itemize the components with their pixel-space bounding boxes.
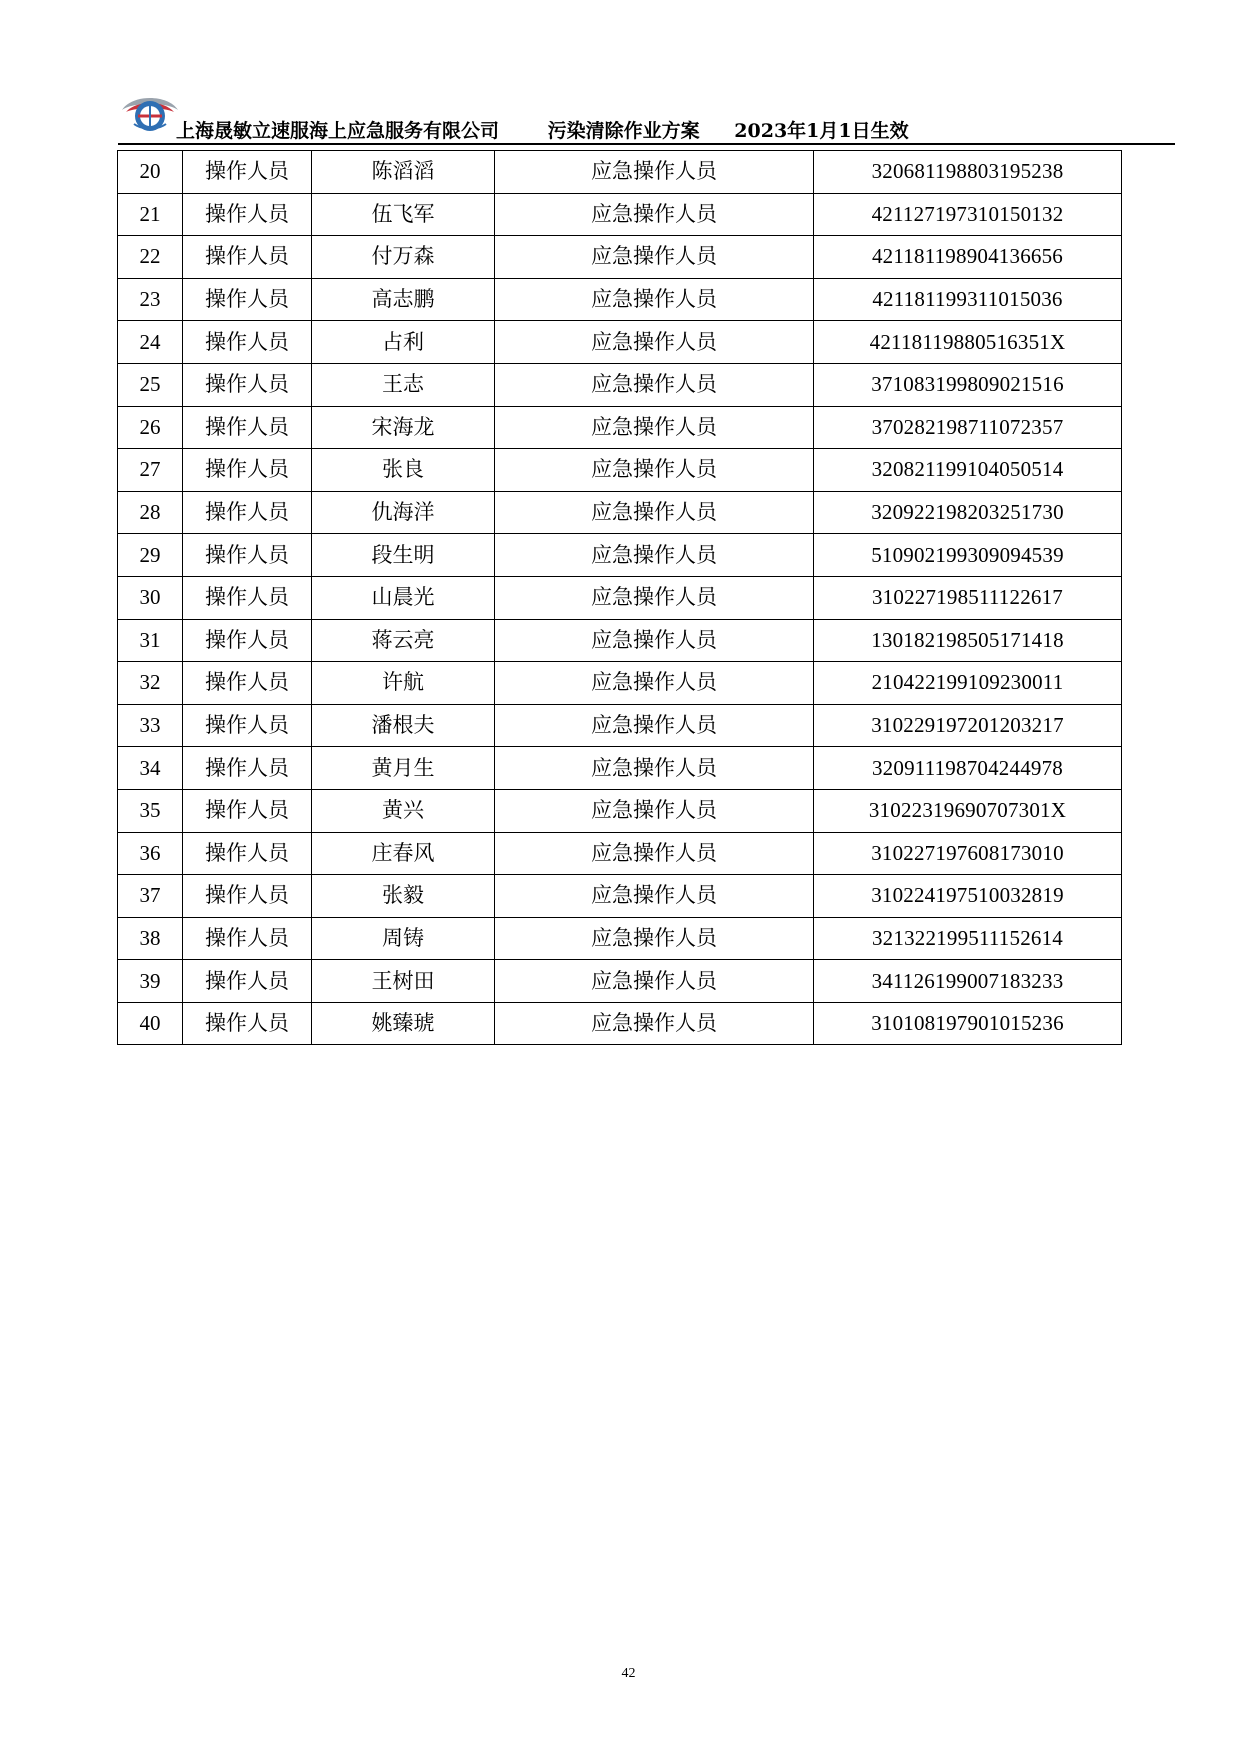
name-cell: 王树田 xyxy=(312,960,495,1003)
name-cell: 陈滔滔 xyxy=(312,151,495,194)
id-number-cell: 42118119880516351X xyxy=(814,321,1122,364)
role-cell: 操作人员 xyxy=(183,789,312,832)
table-row xyxy=(118,151,1122,194)
table-row xyxy=(118,747,1122,790)
name-cell: 段生明 xyxy=(312,534,495,577)
row-number-cell: 40 xyxy=(118,1002,183,1045)
duty-cell: 应急操作人员 xyxy=(495,789,814,832)
header-company-name: 上海晟敏立速服海上应急服务有限公司 xyxy=(176,120,500,142)
table-row xyxy=(118,236,1122,279)
table-row xyxy=(118,832,1122,875)
id-number-cell: 310224197510032819 xyxy=(814,875,1122,918)
name-cell: 张毅 xyxy=(312,875,495,918)
header-text xyxy=(176,116,909,143)
row-number-cell: 37 xyxy=(118,875,183,918)
id-number-cell: 510902199309094539 xyxy=(814,534,1122,577)
name-cell: 周铸 xyxy=(312,917,495,960)
row-number-cell: 20 xyxy=(118,151,183,194)
duty-cell: 应急操作人员 xyxy=(495,662,814,705)
duty-cell: 应急操作人员 xyxy=(495,363,814,406)
name-cell: 宋海龙 xyxy=(312,406,495,449)
duty-cell: 应急操作人员 xyxy=(495,875,814,918)
duty-cell: 应急操作人员 xyxy=(495,576,814,619)
name-cell: 蒋云亮 xyxy=(312,619,495,662)
row-number-cell: 28 xyxy=(118,491,183,534)
name-cell: 黄兴 xyxy=(312,789,495,832)
id-number-cell: 320911198704244978 xyxy=(814,747,1122,790)
role-cell: 操作人员 xyxy=(183,619,312,662)
table-row xyxy=(118,321,1122,364)
table-row xyxy=(118,576,1122,619)
role-cell: 操作人员 xyxy=(183,704,312,747)
name-cell: 高志鹏 xyxy=(312,278,495,321)
row-number-cell: 26 xyxy=(118,406,183,449)
table-row xyxy=(118,619,1122,662)
row-number-cell: 21 xyxy=(118,193,183,236)
role-cell: 操作人员 xyxy=(183,491,312,534)
id-number-cell: 421181199311015036 xyxy=(814,278,1122,321)
id-number-cell: 130182198505171418 xyxy=(814,619,1122,662)
duty-cell: 应急操作人员 xyxy=(495,491,814,534)
row-number-cell: 24 xyxy=(118,321,183,364)
row-number-cell: 38 xyxy=(118,917,183,960)
table-row xyxy=(118,449,1122,492)
role-cell: 操作人员 xyxy=(183,1002,312,1045)
row-number-cell: 27 xyxy=(118,449,183,492)
role-cell: 操作人员 xyxy=(183,534,312,577)
id-number-cell: 421127197310150132 xyxy=(814,193,1122,236)
name-cell: 庄春风 xyxy=(312,832,495,875)
duty-cell: 应急操作人员 xyxy=(495,747,814,790)
role-cell: 操作人员 xyxy=(183,662,312,705)
duty-cell: 应急操作人员 xyxy=(495,321,814,364)
role-cell: 操作人员 xyxy=(183,193,312,236)
row-number-cell: 36 xyxy=(118,832,183,875)
table-row xyxy=(118,1002,1122,1045)
duty-cell: 应急操作人员 xyxy=(495,151,814,194)
name-cell: 许航 xyxy=(312,662,495,705)
name-cell: 山晨光 xyxy=(312,576,495,619)
personnel-table-body xyxy=(118,151,1122,1045)
id-number-cell: 210422199109230011 xyxy=(814,662,1122,705)
row-number-cell: 31 xyxy=(118,619,183,662)
name-cell: 王志 xyxy=(312,363,495,406)
role-cell: 操作人员 xyxy=(183,576,312,619)
table-row xyxy=(118,789,1122,832)
row-number-cell: 34 xyxy=(118,747,183,790)
duty-cell: 应急操作人员 xyxy=(495,619,814,662)
duty-cell: 应急操作人员 xyxy=(495,449,814,492)
duty-cell: 应急操作人员 xyxy=(495,534,814,577)
table-row xyxy=(118,875,1122,918)
id-number-cell: 31022319690707301X xyxy=(814,789,1122,832)
role-cell: 操作人员 xyxy=(183,747,312,790)
duty-cell: 应急操作人员 xyxy=(495,406,814,449)
id-number-cell: 341126199007183233 xyxy=(814,960,1122,1003)
page-number: 42 xyxy=(621,1666,636,1681)
name-cell: 占利 xyxy=(312,321,495,364)
id-number-cell: 320681198803195238 xyxy=(814,151,1122,194)
role-cell: 操作人员 xyxy=(183,151,312,194)
row-number-cell: 25 xyxy=(118,363,183,406)
page-header xyxy=(118,90,1175,146)
role-cell: 操作人员 xyxy=(183,832,312,875)
header-effective-date: 2023年1月1日生效 xyxy=(734,120,909,142)
name-cell: 仇海洋 xyxy=(312,491,495,534)
row-number-cell: 32 xyxy=(118,662,183,705)
row-number-cell: 39 xyxy=(118,960,183,1003)
duty-cell: 应急操作人员 xyxy=(495,236,814,279)
id-number-cell: 421181198904136656 xyxy=(814,236,1122,279)
role-cell: 操作人员 xyxy=(183,960,312,1003)
duty-cell: 应急操作人员 xyxy=(495,1002,814,1045)
table-row xyxy=(118,278,1122,321)
personnel-table xyxy=(117,150,1122,1045)
role-cell: 操作人员 xyxy=(183,278,312,321)
duty-cell: 应急操作人员 xyxy=(495,193,814,236)
table-row xyxy=(118,704,1122,747)
header-divider xyxy=(118,143,1175,145)
table-row xyxy=(118,960,1122,1003)
row-number-cell: 22 xyxy=(118,236,183,279)
id-number-cell: 310229197201203217 xyxy=(814,704,1122,747)
id-number-cell: 321322199511152614 xyxy=(814,917,1122,960)
name-cell: 潘根夫 xyxy=(312,704,495,747)
name-cell: 付万森 xyxy=(312,236,495,279)
id-number-cell: 310108197901015236 xyxy=(814,1002,1122,1045)
id-number-cell: 371083199809021516 xyxy=(814,363,1122,406)
role-cell: 操作人员 xyxy=(183,875,312,918)
role-cell: 操作人员 xyxy=(183,236,312,279)
company-logo-icon xyxy=(120,90,180,136)
row-number-cell: 30 xyxy=(118,576,183,619)
table-row xyxy=(118,363,1122,406)
name-cell: 姚臻琥 xyxy=(312,1002,495,1045)
name-cell: 黄月生 xyxy=(312,747,495,790)
table-row xyxy=(118,917,1122,960)
duty-cell: 应急操作人员 xyxy=(495,832,814,875)
row-number-cell: 33 xyxy=(118,704,183,747)
row-number-cell: 29 xyxy=(118,534,183,577)
id-number-cell: 310227197608173010 xyxy=(814,832,1122,875)
role-cell: 操作人员 xyxy=(183,321,312,364)
name-cell: 伍飞军 xyxy=(312,193,495,236)
role-cell: 操作人员 xyxy=(183,449,312,492)
table-row xyxy=(118,491,1122,534)
role-cell: 操作人员 xyxy=(183,917,312,960)
id-number-cell: 310227198511122617 xyxy=(814,576,1122,619)
duty-cell: 应急操作人员 xyxy=(495,917,814,960)
role-cell: 操作人员 xyxy=(183,406,312,449)
duty-cell: 应急操作人员 xyxy=(495,704,814,747)
role-cell: 操作人员 xyxy=(183,363,312,406)
row-number-cell: 23 xyxy=(118,278,183,321)
id-number-cell: 370282198711072357 xyxy=(814,406,1122,449)
duty-cell: 应急操作人员 xyxy=(495,960,814,1003)
duty-cell: 应急操作人员 xyxy=(495,278,814,321)
id-number-cell: 320922198203251730 xyxy=(814,491,1122,534)
name-cell: 张良 xyxy=(312,449,495,492)
table-row xyxy=(118,662,1122,705)
table-row xyxy=(118,406,1122,449)
header-document-title: 污染清除作业方案 xyxy=(547,120,700,142)
row-number-cell: 35 xyxy=(118,789,183,832)
id-number-cell: 320821199104050514 xyxy=(814,449,1122,492)
table-row xyxy=(118,534,1122,577)
table-row xyxy=(118,193,1122,236)
